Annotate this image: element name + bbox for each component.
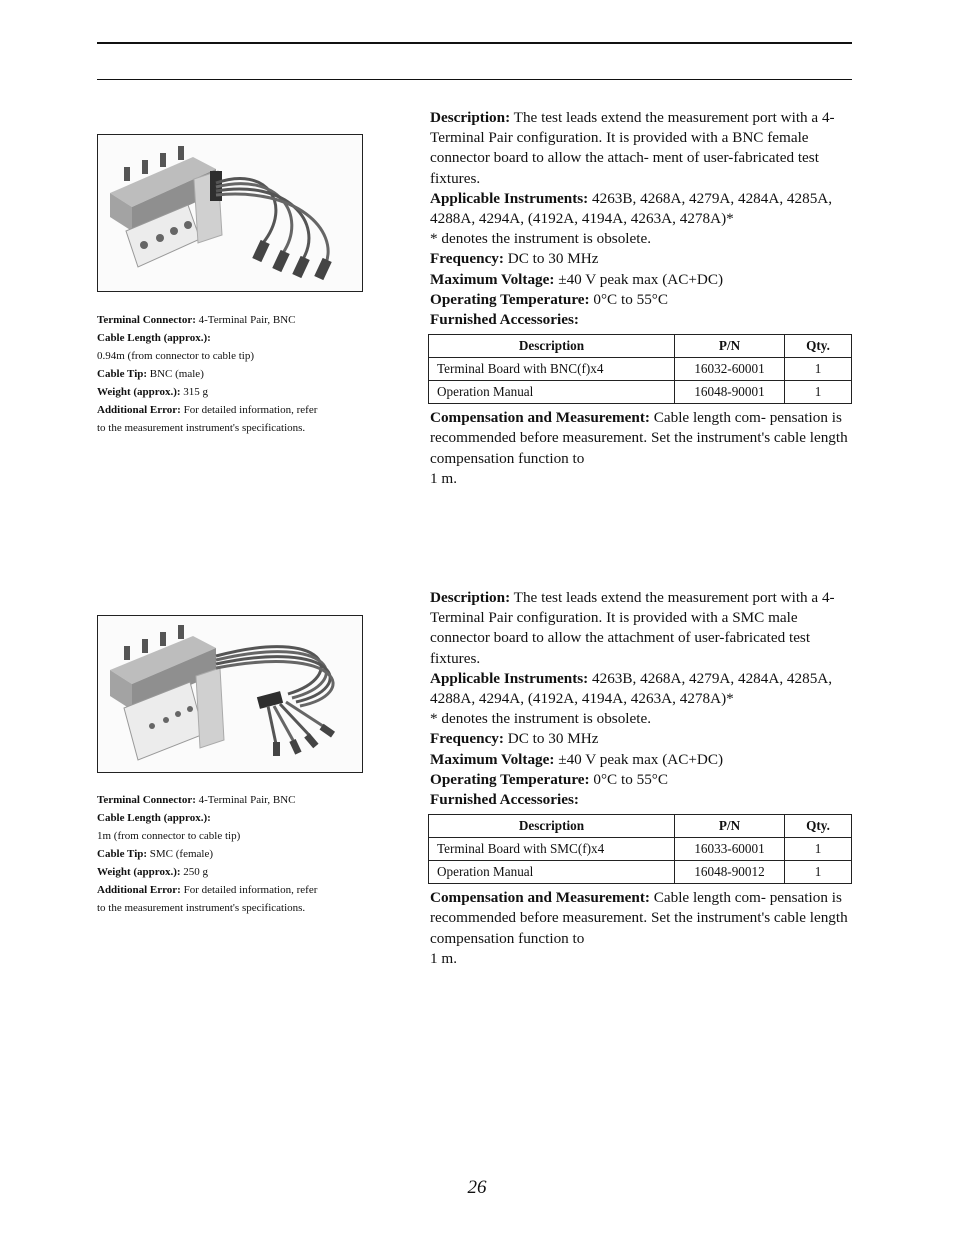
table-row [429,358,852,381]
frequency: Frequency: DC to 30 MHz [430,730,599,748]
accessories-table [428,814,852,884]
furnished-accessories-label: Furnished Accessories: [430,791,579,809]
spec-cable-length-value: 0.94m (from connector to cable tip) [97,350,255,362]
table-header-description: Description [429,335,675,358]
table-header-pn: P/N [675,815,785,838]
table-cell-pn: 16048-90012 [675,861,785,884]
table-cell-pn: 16032-60001 [675,358,785,381]
table-header-pn: P/N [675,335,785,358]
spec-cable-length-label: Cable Length (approx.): [97,332,211,344]
spec-additional-error: Additional Error: For detailed information, refer [97,884,318,896]
table-cell-description: Operation Manual [429,861,675,884]
subheader-rule [97,79,852,80]
maximum-voltage: Maximum Voltage: ±40 V peak max (AC+DC) [430,750,724,768]
compensation-paragraph: Compensation and Measurement: Cable length com- pensation is recommended before measurement. Set the instrument's cable length compensation function to [430,409,848,467]
spec-terminal-connector: Terminal Connector: 4-Terminal Pair, BNC [97,314,296,326]
table-cell-pn: 16048-90001 [675,381,785,404]
table-header-qty: Qty. [785,335,852,358]
frequency: Frequency: DC to 30 MHz [430,250,599,268]
applicable-instruments: Applicable Instruments: 4263B, 4268A, 4279A, 4284A, 4285A, 4288A, 4294A, (4192A, 4194A, 4263A, 4278A)* [430,189,833,228]
spec-additional-error: Additional Error: For detailed information, refer [97,404,318,416]
table-cell-qty: 1 [785,358,852,381]
product-specs-2 [97,791,382,917]
product-photo-smc-test-leads [97,615,363,773]
furnished-accessories-label: Furnished Accessories: [430,311,579,329]
compensation-value: 1 m. [430,469,458,487]
compensation-paragraph: Compensation and Measurement: Cable length com- pensation is recommended before measurement. Set the instrument's cable length compensation function to [430,889,848,947]
table-header-row [429,815,852,838]
spec-cable-tip: Cable Tip: SMC (female) [97,848,214,860]
table-cell-qty: 1 [785,381,852,404]
product-specs-1 [97,311,382,437]
accessories-table [428,334,852,404]
table-row [429,838,852,861]
spec-cable-length-label: Cable Length (approx.): [97,812,211,824]
obsolete-note: * denotes the instrument is obsolete. [430,710,652,728]
obsolete-note: * denotes the instrument is obsolete. [430,230,652,248]
page-number: 26 [467,1177,487,1198]
spec-additional-error-cont: to the measurement instrument's specifications. [97,902,306,914]
table-cell-pn: 16033-60001 [675,838,785,861]
table-row [429,861,852,884]
table-cell-description: Terminal Board with SMC(f)x4 [429,838,675,861]
product-photo-bnc-test-leads [97,134,363,292]
table-cell-description: Terminal Board with BNC(f)x4 [429,358,675,381]
table-cell-description: Operation Manual [429,381,675,404]
table-cell-qty: 1 [785,861,852,884]
spec-additional-error-cont: to the measurement instrument's specifications. [97,422,306,434]
operating-temperature: Operating Temperature: 0°C to 55°C [430,770,668,788]
header-rule [97,42,852,44]
spec-cable-tip: Cable Tip: BNC (male) [97,368,204,380]
spec-weight: Weight (approx.): 315 g [97,386,209,398]
table-header-row [429,335,852,358]
description-paragraph: Description: The test leads extend the measurement port with a 4-Terminal Pair configuration. It is provided with a BNC female connector board to allow the attach- ment of user-fabricated test fixtures. [430,109,835,187]
spec-cable-length-value: 1m (from connector to cable tip) [97,830,241,842]
spec-terminal-connector: Terminal Connector: 4-Terminal Pair, BNC [97,794,296,806]
maximum-voltage: Maximum Voltage: ±40 V peak max (AC+DC) [430,270,724,288]
operating-temperature: Operating Temperature: 0°C to 55°C [430,290,668,308]
compensation-value: 1 m. [430,949,458,967]
applicable-instruments: Applicable Instruments: 4263B, 4268A, 4279A, 4284A, 4285A, 4288A, 4294A, (4192A, 4194A, 4263A, 4278A)* [430,669,833,708]
table-header-description: Description [429,815,675,838]
table-header-qty: Qty. [785,815,852,838]
description-paragraph: Description: The test leads extend the measurement port with a 4-Terminal Pair configuration. It is provided with a SMC male connector board to allow the attachment of user-fabricated test fixtures. [430,589,835,667]
product-description-1 [430,108,855,489]
product-description-2 [430,588,855,969]
table-cell-qty: 1 [785,838,852,861]
spec-weight: Weight (approx.): 250 g [97,866,209,878]
table-row [429,381,852,404]
